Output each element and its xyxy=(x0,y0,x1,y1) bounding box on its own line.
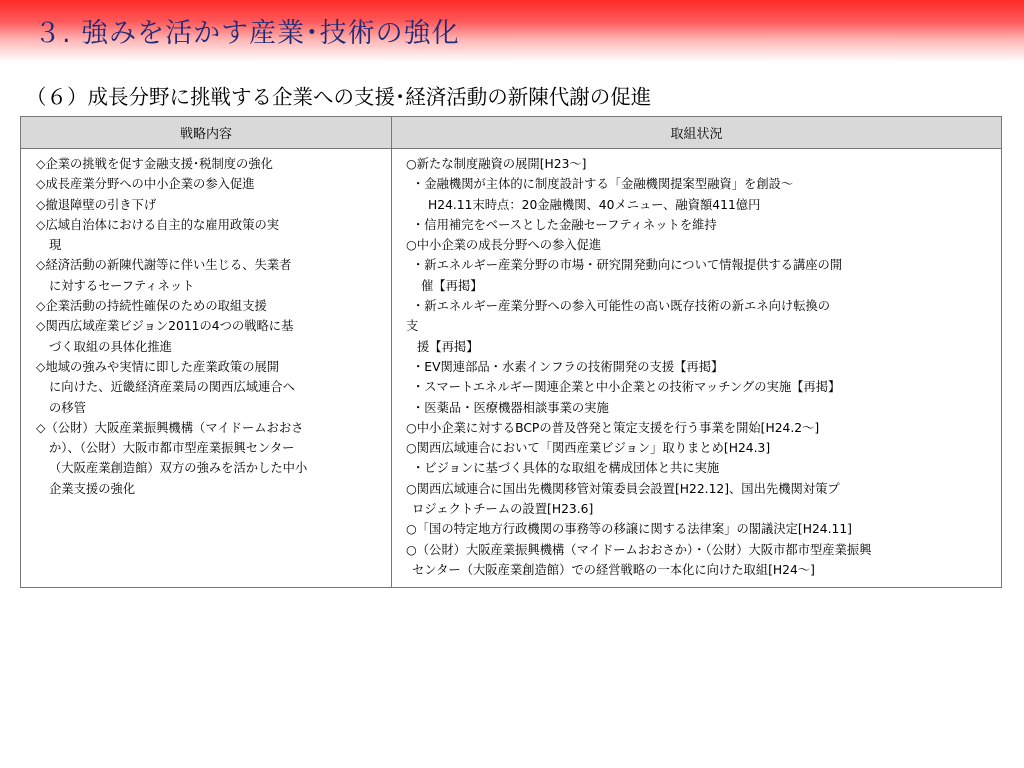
slide-title: ３. 強みを活かす産業･技術の強化 xyxy=(34,18,460,49)
status-line: ・スマートエネルギー関連企業と中小企業との技術マッチングの実施【再掲】 xyxy=(412,380,841,395)
header-status: 取組状況 xyxy=(392,117,1002,149)
status-line: 催【再掲】 xyxy=(421,278,483,293)
status-line: ○中小企業に対するBCPの普及啓発と策定支援を行う事業を開始[H24.2～] xyxy=(406,420,820,435)
status-line: ○新たな制度融資の展開[H23～] xyxy=(406,157,587,171)
strategy-line: の移管 xyxy=(49,400,86,415)
strategy-table xyxy=(20,116,1002,588)
status-line: ○関西広域連合に国出先機関移管対策委員会設置[H22.12]、国出先機関対策プ xyxy=(406,481,840,496)
strategy-line: ◇経済活動の新陳代謝等に伴い生じる、失業者 xyxy=(36,258,292,273)
status-line: センター（大阪産業創造館）での経営戦略の一本化に向けた取組[H24～] xyxy=(412,562,815,577)
strategy-cell xyxy=(21,149,392,588)
status-line: H24.11末時点：20金融機関、40メニュー、融資額411億円 xyxy=(428,197,761,212)
status-line: ・信用補完をベースとした金融セーフティネットを維持 xyxy=(412,217,717,232)
strategy-line: 現 xyxy=(49,238,62,253)
status-line: ・EV関連部品・水素インフラの技術開発の支援【再掲】 xyxy=(412,359,724,374)
table-header-row xyxy=(21,117,1002,149)
status-line: ・新エネルギー産業分野の市場・研究開発動向について情報提供する講座の開 xyxy=(412,258,843,273)
strategy-line: 企業支援の強化 xyxy=(49,481,136,496)
strategy-line: ◇地域の強みや実情に即した産業政策の展開 xyxy=(36,359,280,374)
status-line: ○（公財）大阪産業振興機構（マイドームおおさか）・（公財）大阪市都市型産業振興 xyxy=(406,542,872,557)
header-strategy: 戦略内容 xyxy=(21,117,392,149)
status-line: ○中小企業の成長分野への参入促進 xyxy=(406,238,602,253)
section-subtitle: （６）成長分野に挑戦する企業への支援･経済活動の新陳代謝の促進 xyxy=(26,85,652,109)
status-line: ・医薬品・医療機器相談事業の実施 xyxy=(412,400,609,415)
strategy-line: づく取組の具体化推進 xyxy=(49,339,172,354)
status-cell xyxy=(392,149,1002,588)
status-line: ○関西広域連合において「関西産業ビジョン」取りまとめ[H24.3] xyxy=(406,441,771,456)
strategy-line: ◇撤退障壁の引き下げ xyxy=(36,197,157,212)
strategy-line: ◇成長産業分野への中小企業の参入促進 xyxy=(36,177,255,192)
table-row xyxy=(21,149,1002,588)
status-line: ・ビジョンに基づく具体的な取組を構成団体と共に実施 xyxy=(412,461,720,476)
status-line: ・金融機関が主体的に制度設計する「金融機関提案型融資」を創設～ xyxy=(412,177,794,192)
status-line: ・新エネルギー産業分野への参入可能性の高い既存技術の新エネ向け転換の xyxy=(412,299,831,314)
status-line: 支 xyxy=(406,319,419,334)
strategy-line: に対するセーフティネット xyxy=(49,278,195,293)
strategy-line: ◇企業の挑戦を促す金融支援･税制度の強化 xyxy=(36,157,273,171)
strategy-line: か）、（公財）大阪市都市型産業振興センター xyxy=(49,441,295,456)
strategy-line: ◇企業活動の持続性確保のための取組支援 xyxy=(36,299,267,314)
status-line: ロジェクトチームの設置[H23.6] xyxy=(412,502,594,517)
strategy-line: ◇広域自治体における自主的な雇用政策の実 xyxy=(36,217,280,232)
strategy-line: に向けた、近畿経済産業局の関西広域連合へ xyxy=(49,380,295,395)
strategy-line: （大阪産業創造館）双方の強みを活かした中小 xyxy=(49,461,308,476)
strategy-line: ◇関西広域産業ビジョン2011の4つの戦略に基 xyxy=(36,319,294,334)
status-line: ○「国の特定地方行政機関の事務等の移譲に関する法律案」の閣議決定[H24.11] xyxy=(406,522,852,537)
strategy-line: ◇（公財）大阪産業振興機構（マイドームおおさ xyxy=(36,420,304,435)
status-line: 援【再掲】 xyxy=(417,339,479,354)
